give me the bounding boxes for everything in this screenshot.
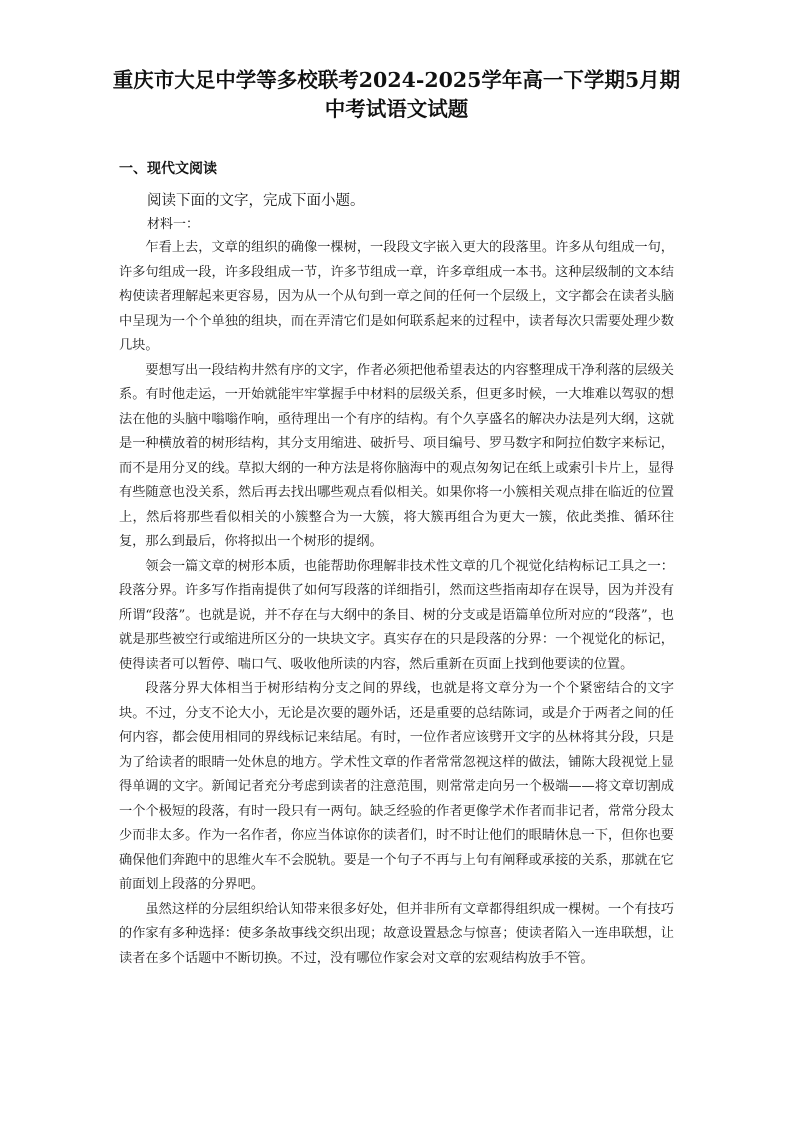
paragraph-5: 虽然这样的分层组织给认知带来很多好处，但并非所有文章都得组织成一棵树。一个有技巧的作家有多种选择：使多条故事线交织出现；故意设置悬念与惊喜；使读者陷入一连串联想，让读者在多个话题中不断切换。不过，没有哪位作家会对文章的宏观结构放手不管。 — [119, 901, 674, 966]
article-body — [119, 236, 674, 971]
paragraph-4: 段落分界大体相当于树形结构分支之间的界线，也就是将文章分为一个个紧密结合的文字块。不过，分支不论大小，无论是次要的题外话，还是重要的总结陈词，或是介于两者之间的任何内容，都会使用相同的界线标记来结尾。有时，一位作者应该劈开文字的丛林将其分段，只是为了给读者的眼睛一处休息的地方。学术性文章的作者常常忽视这样的做法，铺陈大段视觉上显得单调的文字。新闻记者充分考虑到读者的注意范围，则常常走向另一个极端——将文章切割成一个个极短的段落，有时一段只有一两句。缺乏经验的作者更像学术作者而非记者，常常分段太少而非太多。作为一名作者，你应当体谅你的读者们，时不时让他们的眼睛休息一下，但你也要确保他们奔跑中的思维火车不会脱轨。要是一个句子不再与上句有阐释或承接的关系，那就在它前面划上段落的分界吧。 — [119, 681, 674, 892]
material-label: 材料一： — [147, 216, 200, 231]
paragraph-2: 要想写出一段结构井然有序的文字，作者必须把他希望表达的内容整理成干净利落的层级关系。有时他走运，一开始就能牢牢掌握手中材料的层级关系，但更多时候，一大堆难以驾驭的想法在他的头脑中嗡嗡作响，亟待理出一个有序的结构。有个久享盛名的解决办法是列大纲，这就是一种横放着的树形结构，其分支用缩进、破折号、项目编号、罗马数字和阿拉伯数字来标记，而不是用分叉的线。草拟大纲的一种方法是将你脑海中的观点匆匆记在纸上或索引卡片上，显得有些随意也没关系，然后再去找出哪些观点看似相关。如果你将一小簇相关观点排在临近的位置上，然后将那些看似相关的小簇整合为一大簇，将大簇再组合为更大一簇，依此类推、循环往复，那么到最后，你将拟出一个树形的提纲。 — [119, 362, 674, 549]
paragraph-1: 乍看上去，文章的组织的确像一棵树，一段段文字嵌入更大的段落里。许多从句组成一句，许多句组成一段，许多段组成一节，许多节组成一章，许多章组成一本书。这种层级制的文本结构使读者理解起来更容易，因为从一个从句到一章之间的任何一个层级上，文字都会在读者头脑中呈现为一个个单独的组块，而在弄清它们是如何联系起来的过程中，读者每次只需要处理少数几块。 — [119, 240, 674, 353]
document-title: 重庆市大足中学等多校联考2024-2025学年高一下学期5月期中考试语文试题 — [112, 68, 681, 121]
section-heading: 一、现代文阅读 — [119, 161, 217, 177]
instruction-text: 阅读下面的文字，完成下面小题。 — [147, 193, 365, 209]
paragraph-3: 领会一篇文章的树形本质，也能帮助你理解非技术性文章的几个视觉化结构标记工具之一：段落分界。许多写作指南提供了如何写段落的详细指引，然而这些指南却存在误导，因为并没有所谓“段落”。也就是说，并不存在与大纲中的条目、树的分支或是语篇单位所对应的“段落”，也就是那些被空行或缩进所区分的一块块文字。真实存在的只是段落的分界：一个视觉化的标记，使得读者可以暂停、喘口气、吸收他所读的内容，然后重新在页面上找到他要读的位置。 — [119, 558, 674, 672]
